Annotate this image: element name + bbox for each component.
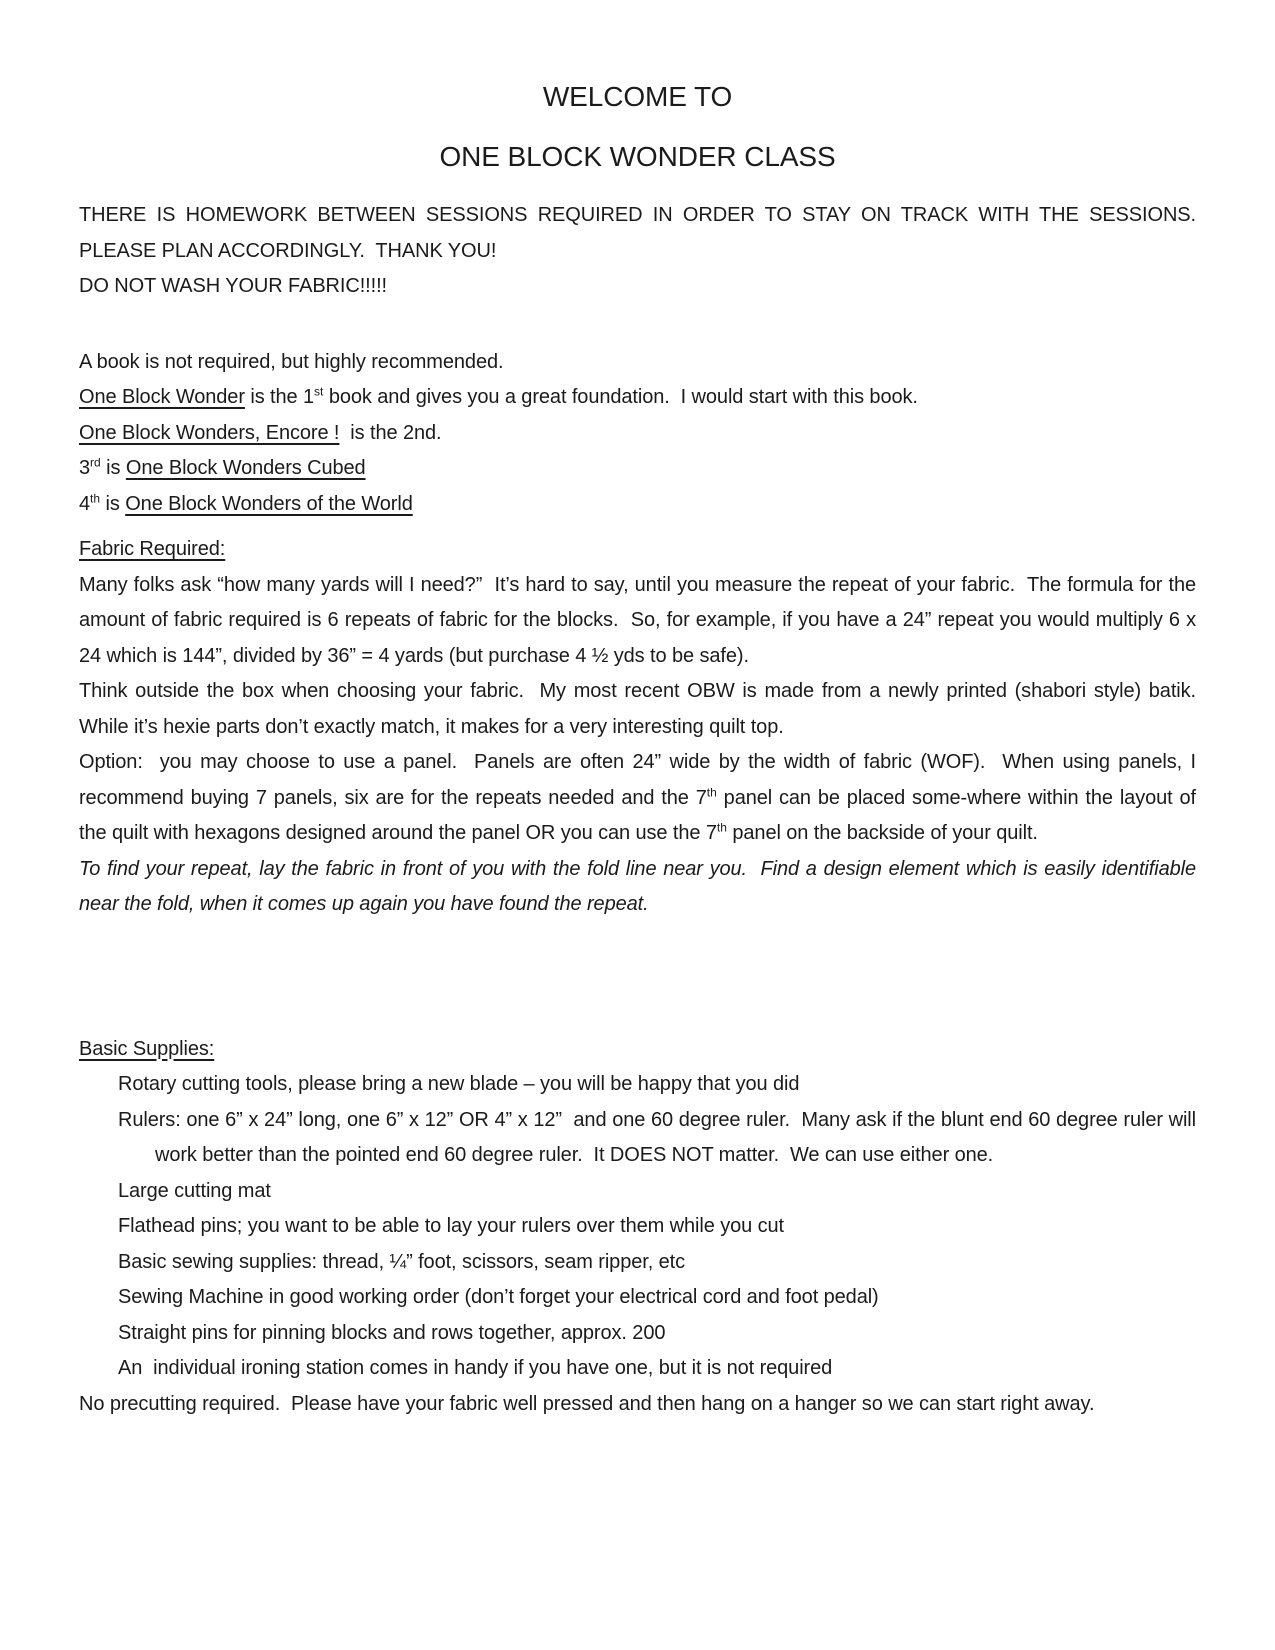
book-line-2: [79, 416, 1196, 452]
book-title-encore: One Block Wonders, Encore !: [79, 421, 340, 444]
fabric-required-heading: [79, 532, 1196, 568]
text-run: is the 1: [244, 386, 315, 408]
supply-item-cutting-mat: Large cutting mat: [118, 1179, 271, 1202]
book-line-4: [79, 487, 1196, 523]
heading-text: Basic Supplies:: [79, 1037, 215, 1060]
supply-item-sewing-machine: Sewing Machine in good working order (don’t forget your electrical cord and foot pedal): [118, 1286, 879, 1308]
text-run: is: [100, 457, 126, 479]
text-run: is the 2nd.: [339, 421, 442, 444]
text-run: 3: [79, 457, 91, 479]
ordinal-suffix: th: [716, 820, 727, 835]
heading-text: Fabric Required:: [79, 538, 226, 560]
page-title: WELCOME TO: [542, 81, 733, 112]
ordinal-suffix: rd: [90, 455, 101, 470]
find-repeat-tip: To find your repeat, lay the fabric in front of you with the fold line near you. Find a design element which is easily identifiable near the fold, when it comes up again you have found the repeat.: [79, 857, 1202, 915]
book-title-world: One Block Wonders of the World: [125, 492, 413, 515]
text-run: is: [100, 492, 126, 515]
book-title-cubed: One Block Wonders Cubed: [125, 457, 366, 479]
wash-warning: DO NOT WASH YOUR FABRIC!!!!!: [79, 275, 387, 297]
yardage-paragraph: Many folks ask “how many yards will I need?” It’s hard to say, until you measure the repeat of your fabric. The formula for the amount of fabric required is 6 repeats of fabric for the blocks. So, for example, if you have a 24” repeat you would multiply 6 x 24 which is 144”, divided by 36” = 4 yards (but purchase 4 ½ yds to be safe).: [79, 573, 1202, 667]
basic-supplies-heading: [79, 1032, 1196, 1068]
text-run: Option: you may choose to use a panel. Panels are often 24” wide by the width of fabric (WOF). When using panels, I recommend buying 7 panels, six are for the repeats needed and the 7: [79, 751, 1202, 809]
book-recommendation: A book is not required, but highly recommended.: [79, 350, 504, 373]
supply-item-straight-pins: Straight pins for pinning blocks and rows together, approx. 200: [118, 1321, 666, 1344]
blank-line: [79, 305, 1196, 345]
ordinal-suffix: st: [314, 384, 324, 399]
supply-item-rulers: Rulers: one 6” x 24” long, one 6” x 12” OR 4” x 12” and one 60 degree ruler. Many ask if the blunt end 60 degree ruler will work better than the pointed end 60 degree ruler. It DOES NOT matter. We can use either one.: [118, 1108, 1202, 1166]
ordinal-suffix: th: [90, 490, 101, 505]
think-outside-paragraph: Think outside the box when choosing your fabric. My most recent OBW is made from a newly printed (shabori style) batik. While it’s hexie parts don’t exactly match, it makes for a very interesting quilt top.: [79, 680, 1207, 738]
book-line-3: [79, 451, 1196, 487]
book-line-1: [79, 380, 1196, 416]
text-run: panel on the backside of your quilt.: [726, 822, 1038, 844]
no-precutting-note: No precutting required. Please have your fabric well pressed and then hang on a hanger so we can start right away.: [79, 1392, 1095, 1415]
supply-item-ironing-station: An individual ironing station comes in handy if you have one, but it is not required: [118, 1357, 833, 1379]
text-run: 4: [79, 492, 91, 515]
supply-item-sewing-supplies: Basic sewing supplies: thread, ¼” foot, scissors, seam ripper, etc: [118, 1250, 685, 1273]
ordinal-suffix: th: [706, 784, 717, 799]
homework-notice: THERE IS HOMEWORK BETWEEN SESSIONS REQUIRED IN ORDER TO STAY ON TRACK WITH THE SESSIONS. PLEASE PLAN ACCORDINGLY. THANK YOU!: [79, 204, 1207, 262]
text-run: panel can be placed some-where within the layout of the quilt with hexagons designed around the panel OR you can use the 7: [79, 786, 1202, 844]
book-title-one-block-wonder: One Block Wonder: [79, 386, 245, 408]
text-run: book and gives you a great foundation. I would start with this book.: [323, 386, 918, 408]
supply-item-flathead-pins: Flathead pins; you want to be able to lay your rulers over them while you cut: [118, 1215, 784, 1237]
supply-item-rotary-tools: Rotary cutting tools, please bring a new blade – you will be happy that you did: [118, 1073, 800, 1095]
panel-option-paragraph: [79, 745, 1202, 852]
page-subtitle: ONE BLOCK WONDER CLASS: [439, 141, 836, 172]
